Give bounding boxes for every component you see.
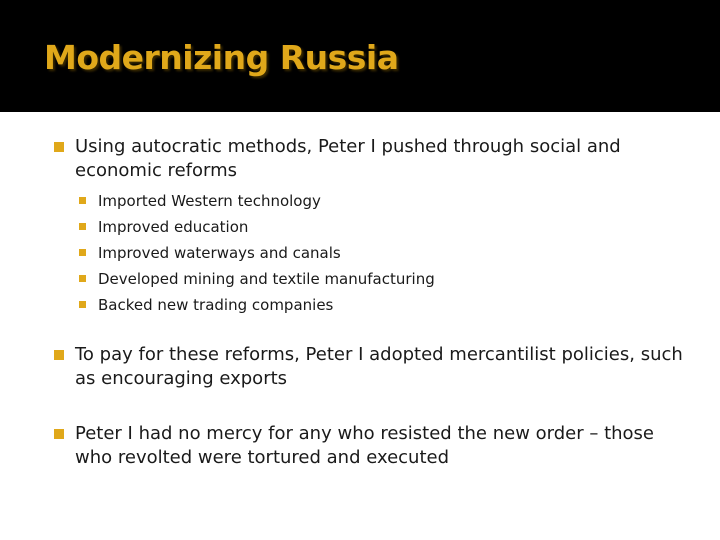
sub-bullet-text: Backed new trading companies	[98, 296, 334, 314]
bullet-text-3: Peter I had no mercy for any who resisted the new order – those who revolted were tortured and executed	[75, 423, 655, 468]
bullet-text-1: Using autocratic methods, Peter I pushed through social and economic reforms	[75, 136, 621, 181]
sub-bullet-square-icon	[79, 275, 86, 282]
sub-bullet-text: Improved waterways and canals	[98, 244, 341, 262]
sub-bullet-item	[79, 294, 435, 320]
sub-bullet-text: Developed mining and textile manufacturing	[98, 270, 435, 288]
sub-bullet-text: Improved education	[98, 218, 249, 236]
sub-bullet-item	[79, 242, 435, 268]
bullet-square-icon	[54, 350, 64, 360]
sub-bullet-item	[79, 190, 435, 216]
sub-bullet-square-icon	[79, 301, 86, 308]
sub-bullet-square-icon	[79, 249, 86, 256]
bullet-square-icon	[54, 429, 64, 439]
sub-bullet-item	[79, 268, 435, 294]
sub-bullet-item	[79, 216, 435, 242]
bullet-text-2: To pay for these reforms, Peter I adopted mercantilist policies, such as encouraging exports	[75, 344, 683, 389]
slide-title: Modernizing Russia	[44, 38, 399, 77]
sub-bullet-square-icon	[79, 223, 86, 230]
title-bar	[0, 0, 720, 112]
bullet-square-icon	[54, 142, 64, 152]
sub-bullet-list	[79, 190, 435, 320]
sub-bullet-text: Imported Western technology	[98, 192, 321, 210]
sub-bullet-square-icon	[79, 197, 86, 204]
